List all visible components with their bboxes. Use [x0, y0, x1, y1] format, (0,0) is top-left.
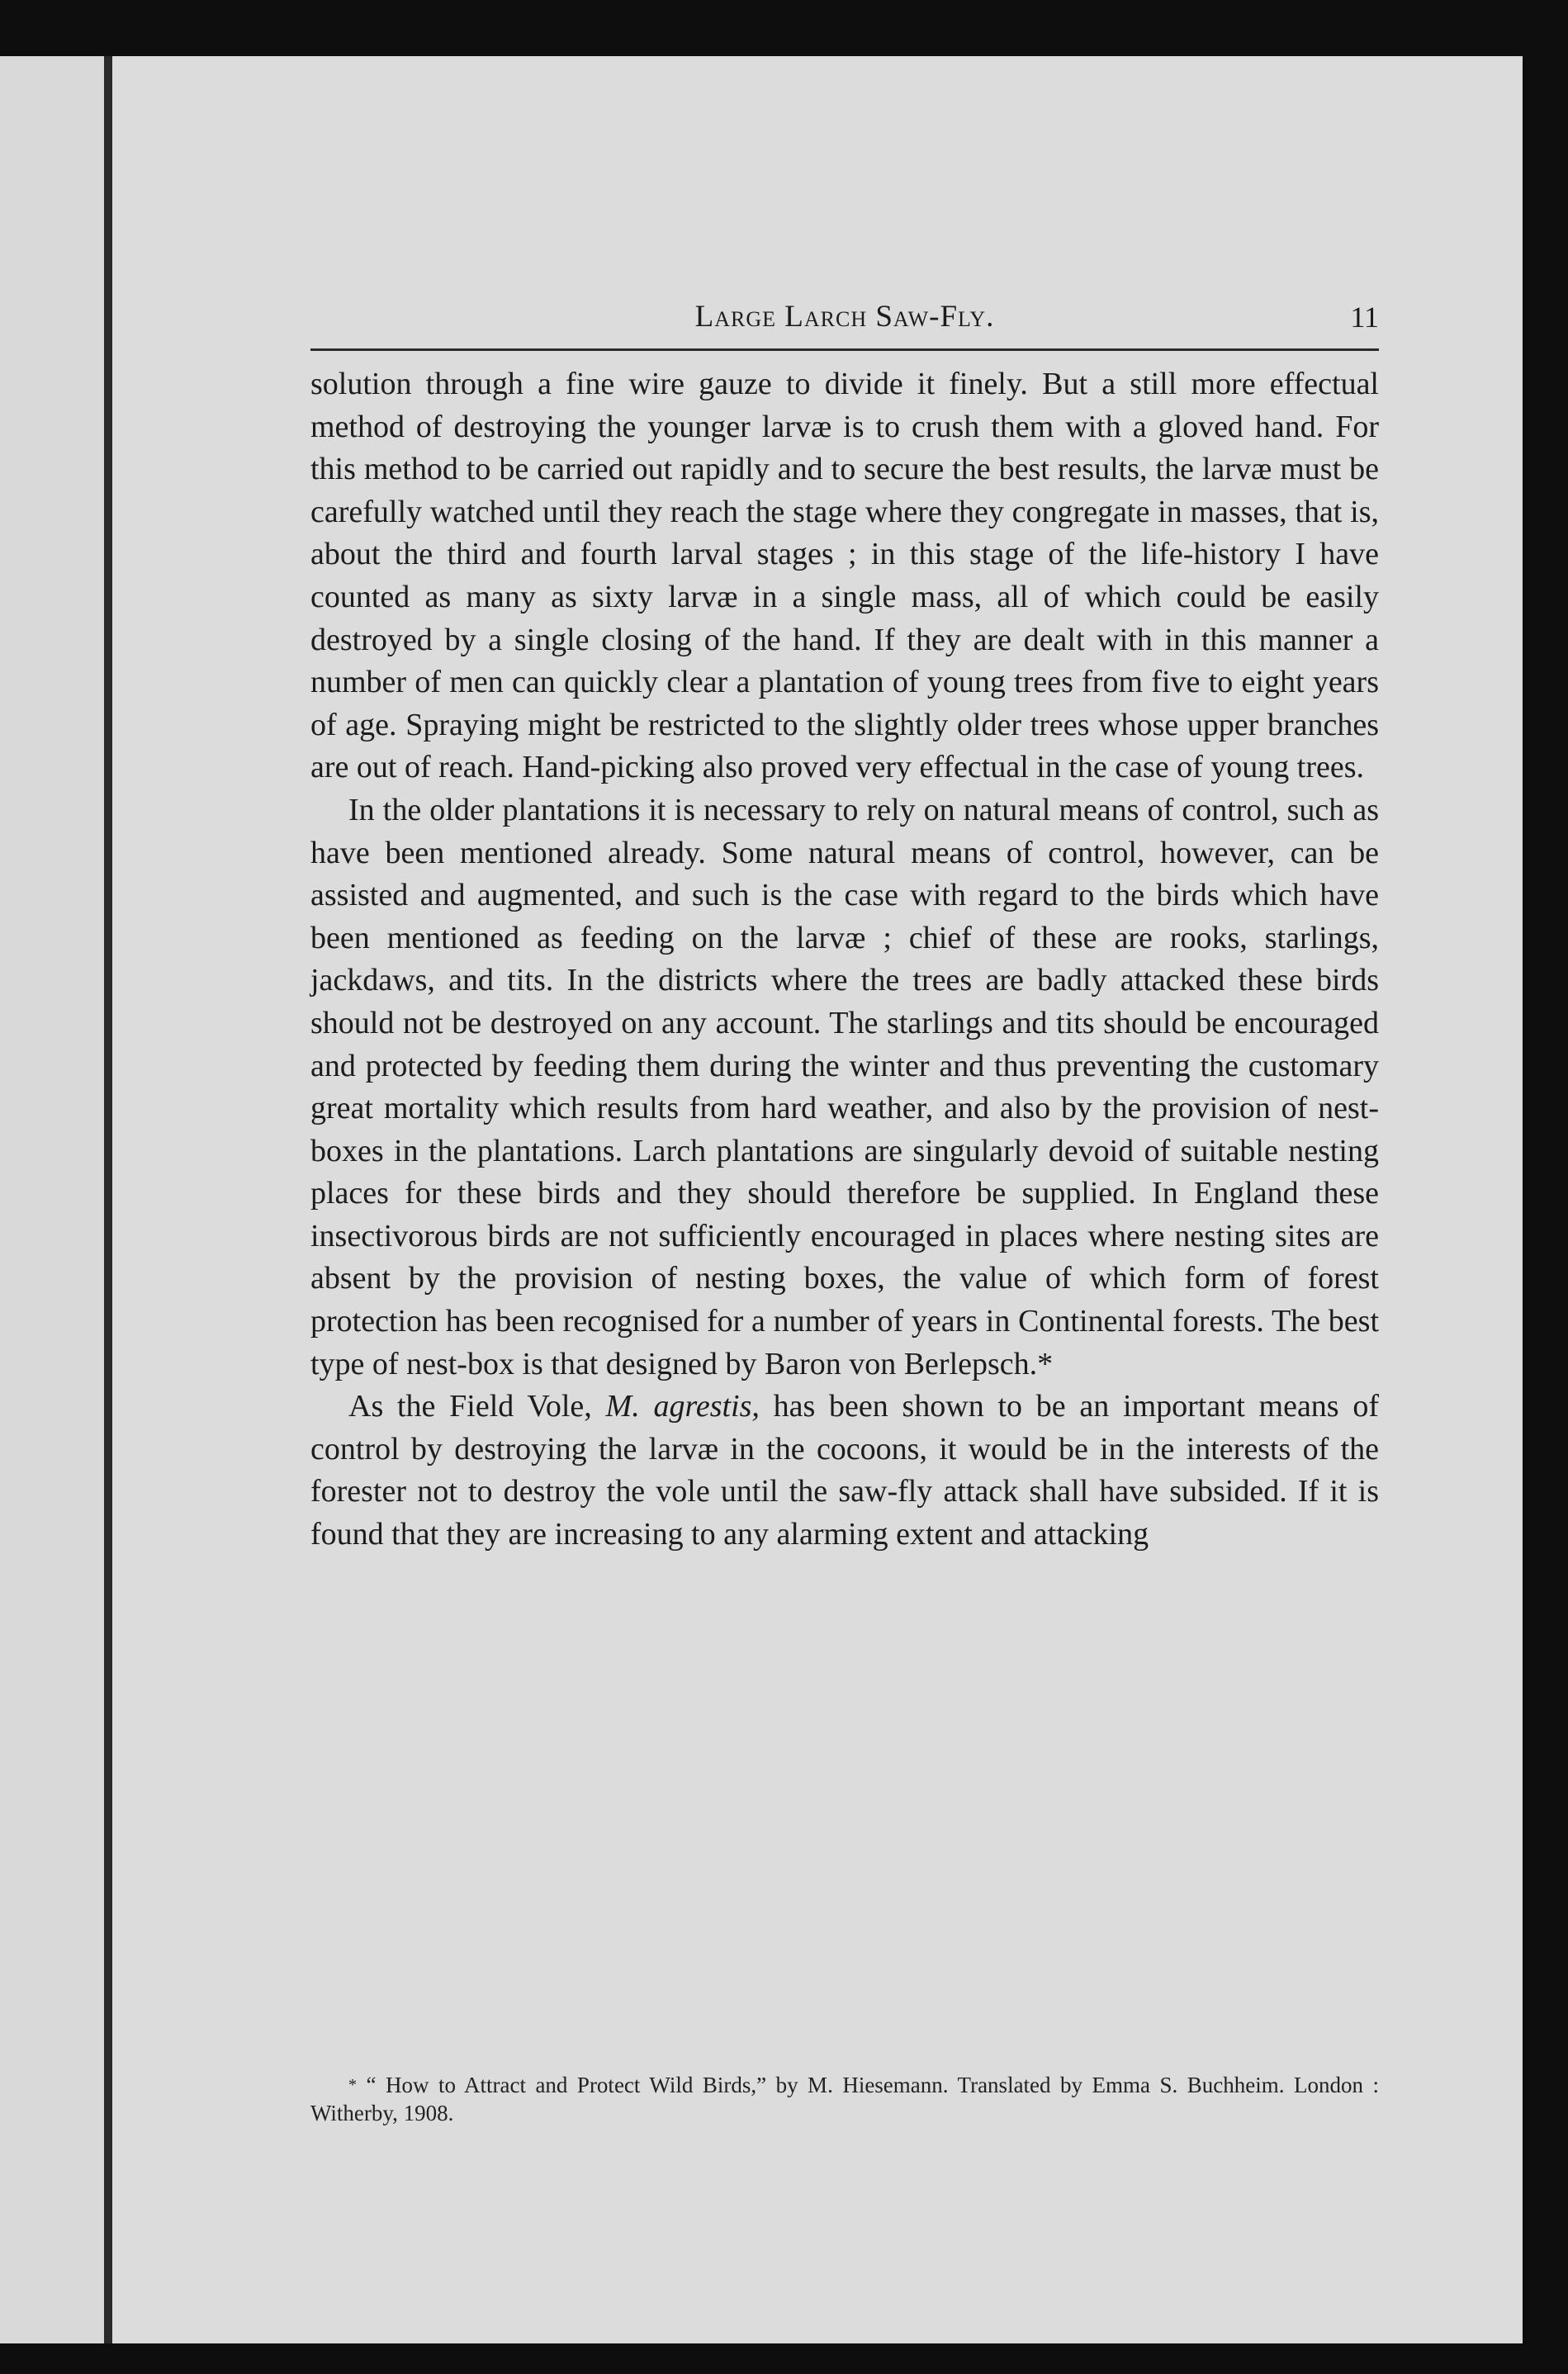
paragraph-3-after: has been shown to be an important means of control by destroying the larvæ in the cocoons, it would be in the interests of the forester not to destroy the vole until the saw-fly attack shall have subsided. If it is found that they are increasing to any alarming extent and attacking [310, 1389, 1380, 1552]
footnote [310, 2071, 1379, 2127]
facing-page-edge [0, 56, 112, 2343]
paragraph-2: In the older plantations it is necessary to rely on natural means of control, such as have been mentioned already. Some natural means of control, however, can be assisted and augmented, and such is the case with regard to the birds which have been mentioned as feeding on the larvæ ; chief of these are rooks, starlings, jackdaws, and tits. In the districts where the trees are badly attacked these birds should not be destroyed on any account. The starlings and tits should be encouraged and protected by feeding them during the winter and thus preventing the customary great mortality which results from hard weather, and also by the provision of nest-boxes in the plantations. Larch plantations are singularly devoid of suitable nesting places for these birds and they should therefore be supplied. In England these insectivorous birds are not sufficiently encouraged in places where nesting sites are absent by the provision of nesting boxes, the value of which form of forest protection has been recognised for a number of years in Continental forests. The best type of nest-box is that designed by Baron von Berlepsch.* [310, 792, 1379, 1381]
book-page [112, 56, 1523, 2343]
footnote-text: “ How to Attract and Protect Wild Birds,” by M. Hiesemann. Translated by Emma S. Buchheim. London : Witherby, 1908. [310, 2073, 1379, 2125]
paragraph-3-before: As the Field Vole, [348, 1389, 606, 1424]
paragraph-3 [310, 1386, 1379, 1556]
running-head-title: Large Larch Saw-Fly. [694, 300, 995, 334]
page-number: 11 [1350, 301, 1379, 334]
running-head [310, 292, 1379, 342]
species-name: M. agrestis, [605, 1389, 760, 1424]
paragraph-1: solution through a fine wire gauze to divide it finely. But a still more effectual method of destroying the younger larvæ is to crush them with a gloved hand. For this method to be carried out rapidly and to secure the best results, the larvæ must be carefully watched until they reach the stage where they congregate in masses, that is, about the third and fourth larval stages ; in this stage of the life-history I have counted as many as sixty larvæ in a single mass, all of which could be easily destroyed by a single closing of the hand. If they are dealt with in this manner a number of men can quickly clear a plantation of young trees from five to eight years of age. Spraying might be restricted to the slightly older trees whose upper branches are out of reach. Hand-picking also proved very effectual in the case of young trees. [310, 367, 1379, 785]
header-rule [310, 348, 1379, 351]
body-text [310, 363, 1379, 1557]
footnote-marker: * [348, 2076, 357, 2094]
